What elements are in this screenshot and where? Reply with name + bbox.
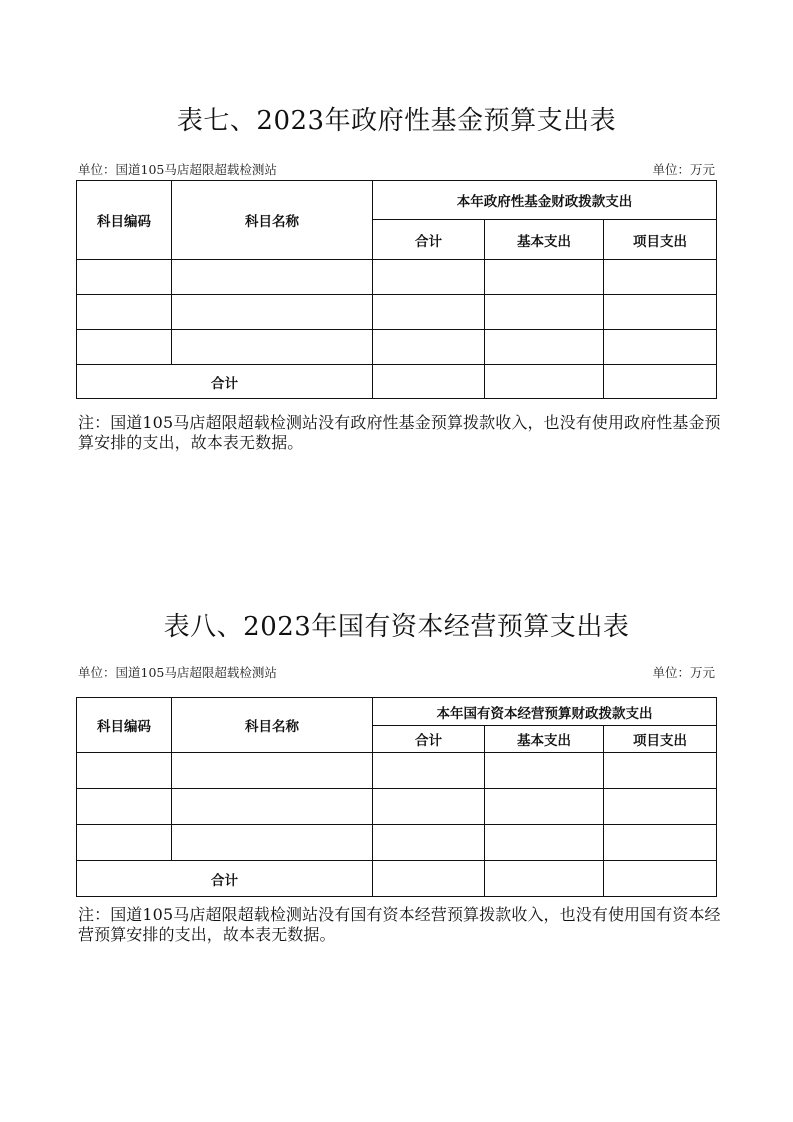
table-7 bbox=[76, 180, 717, 399]
table-8-title: 表八、2023年国有资本经营预算支出表 bbox=[163, 612, 630, 642]
header-basic: 基本支出 bbox=[485, 726, 604, 753]
header-subject-code: 科目编码 bbox=[77, 698, 172, 753]
table-row bbox=[77, 753, 717, 789]
table-7-title: 表七、2023年政府性基金预算支出表 bbox=[176, 106, 617, 136]
table-8 bbox=[76, 697, 717, 897]
header-total: 合计 bbox=[373, 220, 485, 260]
table-7-unit-org: 单位：国道105马店超限超载检测站 bbox=[78, 162, 277, 177]
total-row bbox=[77, 861, 717, 897]
note-line: 注：国道105马店超限超载检测站没有政府性基金预算拨款收入，也没有使用政府性基金预 bbox=[78, 413, 721, 432]
header-subject-code: 科目编码 bbox=[77, 181, 172, 260]
header-project: 项目支出 bbox=[604, 220, 717, 260]
table-row bbox=[77, 789, 717, 825]
total-row bbox=[77, 365, 717, 399]
table-row bbox=[77, 825, 717, 861]
note-line: 算安排的支出，故本表无数据。 bbox=[78, 433, 304, 452]
header-group: 本年政府性基金财政拨款支出 bbox=[373, 181, 717, 220]
table-8-unit-org: 单位：国道105马店超限超载检测站 bbox=[78, 665, 277, 680]
table-8-unit-currency: 单位：万元 bbox=[652, 665, 715, 680]
table-7-note bbox=[78, 413, 723, 453]
header-subject-name: 科目名称 bbox=[172, 698, 373, 753]
table-8-note bbox=[78, 905, 723, 945]
table-7-unit-currency: 单位：万元 bbox=[652, 162, 715, 177]
header-project: 项目支出 bbox=[604, 726, 717, 753]
total-label: 合计 bbox=[77, 365, 373, 399]
note-line: 注：国道105马店超限超载检测站没有国有资本经营预算拨款收入，也没有使用国有资本经 bbox=[78, 905, 721, 924]
table-row bbox=[77, 260, 717, 295]
header-total: 合计 bbox=[373, 726, 485, 753]
header-basic: 基本支出 bbox=[485, 220, 604, 260]
total-label: 合计 bbox=[77, 861, 373, 897]
header-subject-name: 科目名称 bbox=[172, 181, 373, 260]
table-row bbox=[77, 330, 717, 365]
note-line: 营预算安排的支出，故本表无数据。 bbox=[78, 925, 336, 944]
table-row bbox=[77, 295, 717, 330]
header-group: 本年国有资本经营预算财政拨款支出 bbox=[373, 698, 717, 726]
